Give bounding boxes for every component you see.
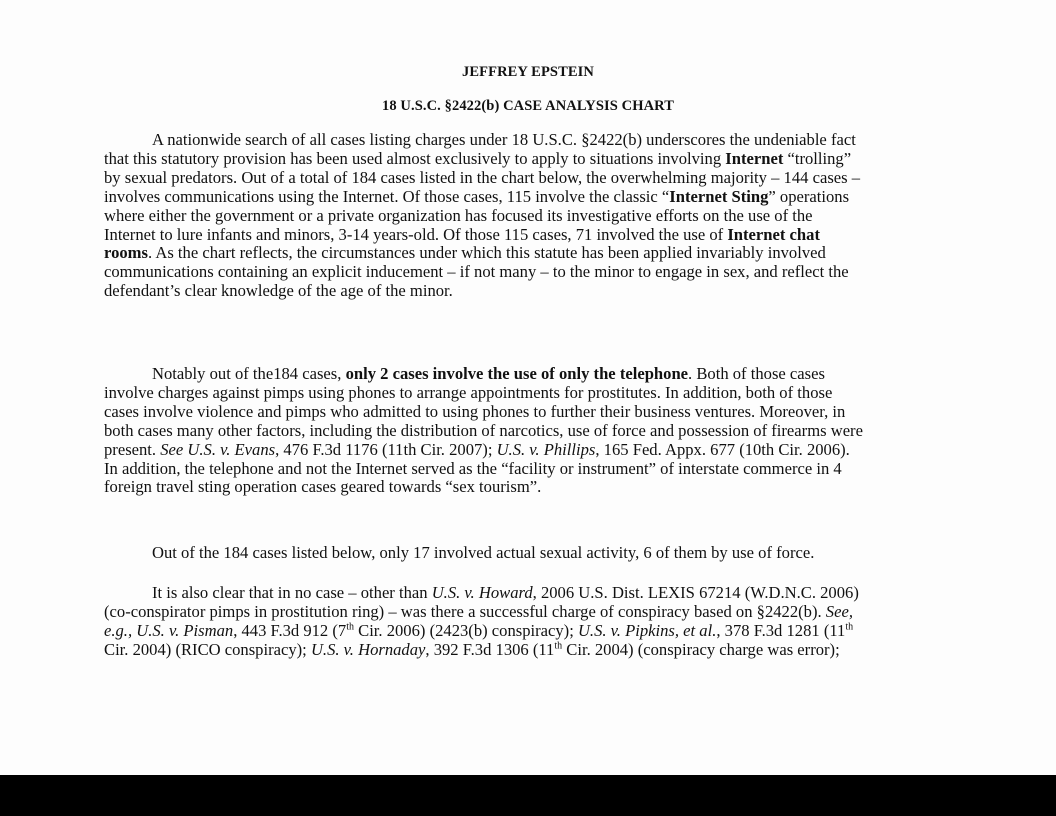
p2-line-4: both cases many other factors, including the distribution of narcotics, use of force and possession of firearms were <box>104 420 863 440</box>
p2-line-2: involve charges against pimps using phones to arrange appointments for prostitutes. In addition, both of those <box>104 382 833 402</box>
p2-line-5: present. See U.S. v. Evans, 476 F.3d 1176 (11th Cir. 2007); U.S. v. Phillips, 165 Fed. Appx. 677 (10th Cir. 2006). <box>104 439 850 459</box>
p1-line-7: rooms. As the chart reflects, the circumstances under which this statute has been applied invariably involved <box>104 243 826 263</box>
p2-line-1: Notably out of the184 cases, only 2 cases involve the use of only the telephone. Both of those cases <box>152 364 825 383</box>
p4-line-4: Cir. 2004) (RICO conspiracy); U.S. v. Hornaday, 392 F.3d 1306 (11th Cir. 2004) (conspiracy charge was error); <box>104 639 840 659</box>
p1-line-6: Internet to lure infants and minors, 3-14 years-old. Of those 115 cases, 71 involved the use of Internet chat <box>104 224 820 244</box>
p4-line-1: It is also clear that in no case – other than U.S. v. Howard, 2006 U.S. Dist. LEXIS 67214 (W.D.N.C. 2006) <box>152 583 859 602</box>
p1-line-1: A nationwide search of all cases listing charges under 18 U.S.C. §2422(b) underscores the undeniable fact <box>152 130 856 149</box>
p2-line-6: In addition, the telephone and not the Internet served as the “facility or instrument” of interstate commerce in 4 <box>104 458 842 478</box>
paragraph-1 <box>104 131 959 301</box>
scan-bottom-border <box>0 775 1056 816</box>
p4-line-3: e.g., U.S. v. Pisman, 443 F.3d 912 (7th Cir. 2006) (2423(b) conspiracy); U.S. v. Pipkins, et al., 378 F.3d 1281 (11th <box>104 620 854 640</box>
p4-line-2: (co-conspirator pimps in prostitution ring) – was there a successful charge of conspiracy based on §2422(b). See, <box>104 601 853 621</box>
p1-line-9: defendant’s clear knowledge of the age of the minor. <box>104 281 453 301</box>
document-subtitle: 18 U.S.C. §2422(b) CASE ANALYSIS CHART <box>381 98 674 114</box>
p2-line-7: foreign travel sting operation cases geared towards “sex tourism”. <box>104 477 542 497</box>
p1-line-5: where either the government or a private organization has focused its investigative efforts on the use of the <box>104 205 813 225</box>
p2-line-3: cases involve violence and pimps who admitted to using phones to further their business ventures. Moreover, in <box>104 401 846 421</box>
p1-line-4: involves communications using the Internet. Of those cases, 115 involve the classic “Internet Sting” operations <box>104 186 850 206</box>
p1-line-8: communications containing an explicit inducement – if not many – to the minor to engage in sex, and reflect the <box>104 262 849 282</box>
document-title: JEFFREY EPSTEIN <box>462 64 594 80</box>
paragraph-2 <box>104 365 959 497</box>
p1-line-3: by sexual predators. Out of a total of 184 cases listed in the chart below, the overwhelming majority – 144 cases – <box>104 167 861 187</box>
p3-line-1: Out of the 184 cases listed below, only 17 involved actual sexual activity, 6 of them by use of force. <box>152 543 815 562</box>
p1-line-2: that this statutory provision has been used almost exclusively to apply to situations involving Internet “trolling” <box>104 148 852 168</box>
paragraph-4 <box>104 584 959 660</box>
paragraph-3 <box>104 544 959 563</box>
